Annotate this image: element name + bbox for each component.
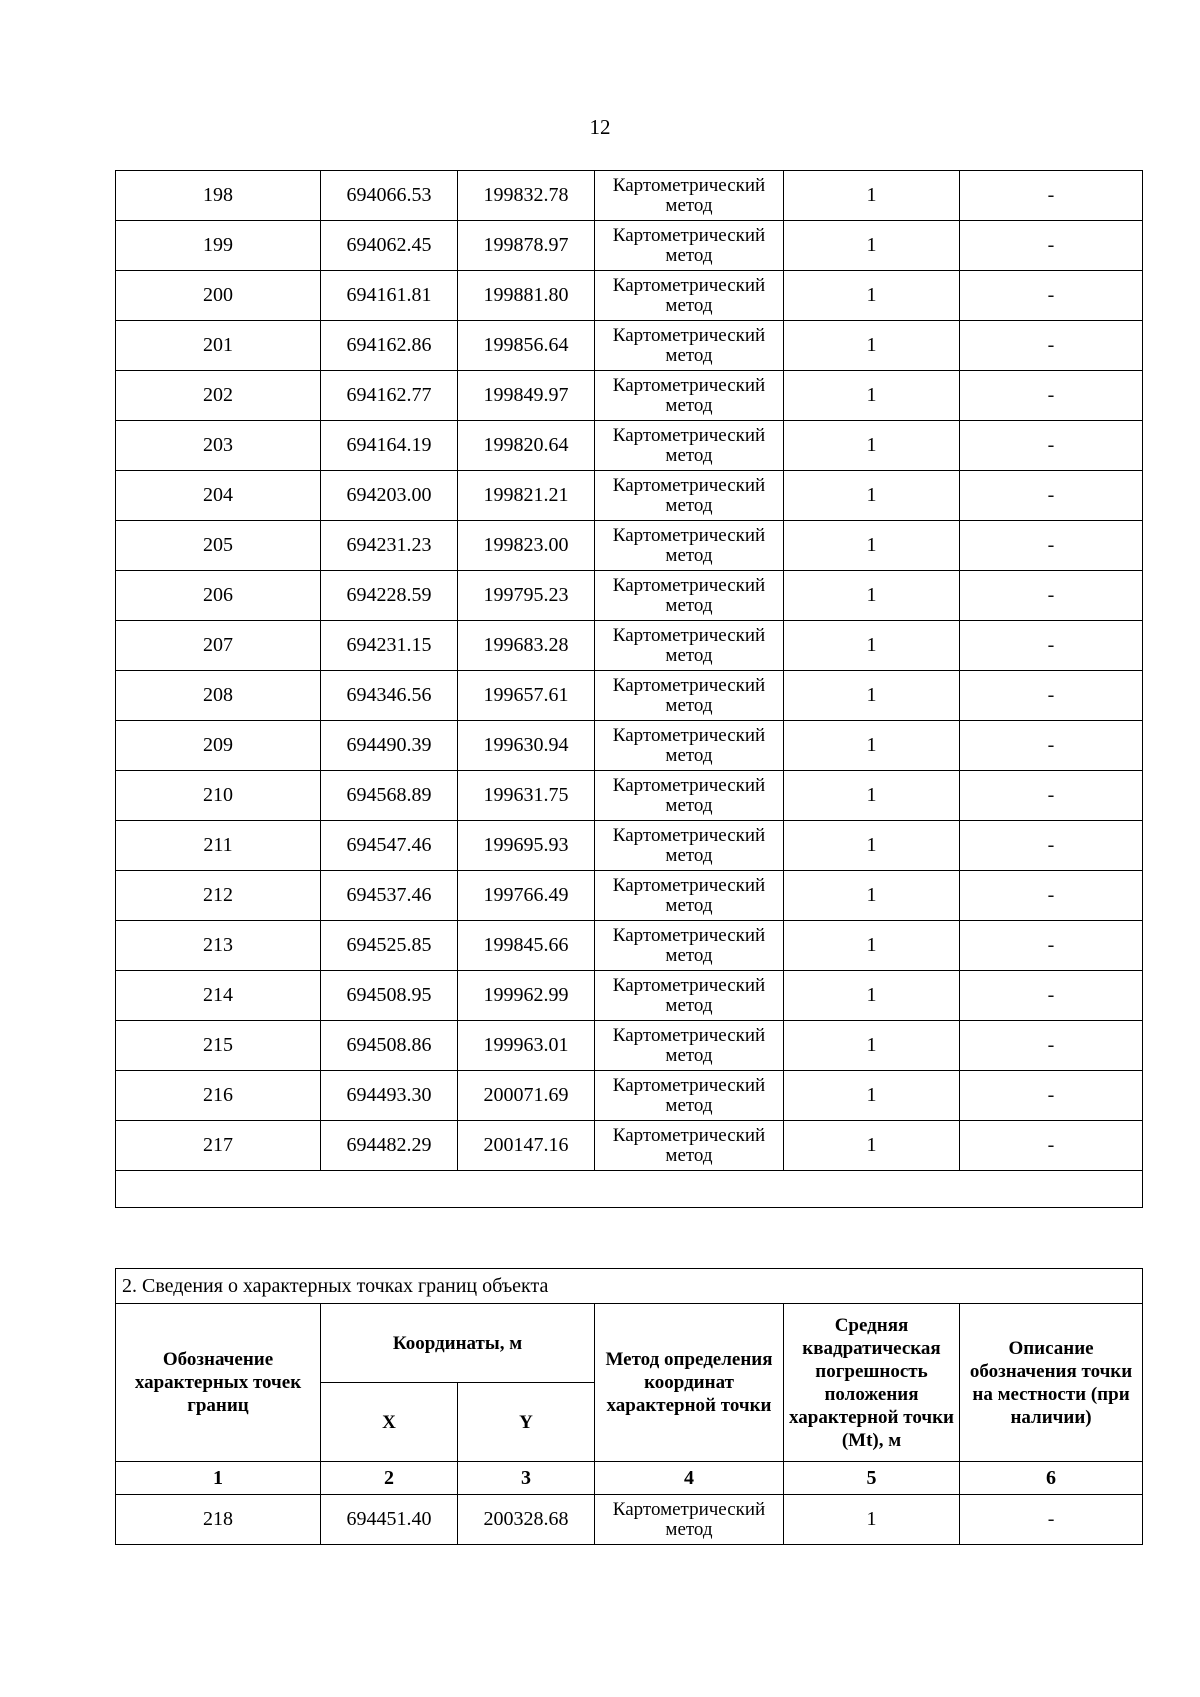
- description-cell: -: [960, 871, 1143, 921]
- point-cell: 205: [116, 521, 321, 571]
- point-cell: 212: [116, 871, 321, 921]
- table-row: [116, 1021, 1143, 1071]
- description-cell: -: [960, 471, 1143, 521]
- y-coordinate-cell: 199878.97: [458, 221, 595, 271]
- column-number: 5: [784, 1462, 960, 1495]
- description-cell: -: [960, 571, 1143, 621]
- mt-cell: 1: [784, 571, 960, 621]
- table-row: [116, 471, 1143, 521]
- x-coordinate-cell: 694231.15: [321, 621, 458, 671]
- table-row: [116, 821, 1143, 871]
- method-cell: Картометрический метод: [595, 971, 784, 1021]
- x-coordinate-cell: 694490.39: [321, 721, 458, 771]
- method-cell: Картометрический метод: [595, 171, 784, 221]
- point-cell: 209: [116, 721, 321, 771]
- description-cell: -: [960, 321, 1143, 371]
- mt-cell: 1: [784, 721, 960, 771]
- y-coordinate-cell: 199695.93: [458, 821, 595, 871]
- y-coordinate-cell: 200147.16: [458, 1121, 595, 1171]
- method-cell: Картометрический метод: [595, 871, 784, 921]
- method-cell: Картометрический метод: [595, 221, 784, 271]
- method-cell: Картометрический метод: [595, 921, 784, 971]
- mt-cell: 1: [784, 471, 960, 521]
- method-cell: Картометрический метод: [595, 621, 784, 671]
- x-coordinate-cell: 694508.95: [321, 971, 458, 1021]
- x-coordinate-cell: 694568.89: [321, 771, 458, 821]
- mt-cell: 1: [784, 871, 960, 921]
- table-row: [116, 371, 1143, 421]
- y-coordinate-cell: 199845.66: [458, 921, 595, 971]
- x-coordinate-cell: 694482.29: [321, 1121, 458, 1171]
- method-cell: Картометрический метод: [595, 421, 784, 471]
- description-cell: -: [960, 821, 1143, 871]
- x-coordinate-cell: 694161.81: [321, 271, 458, 321]
- method-cell: Картометрический метод: [595, 821, 784, 871]
- point-cell: 204: [116, 471, 321, 521]
- x-coordinate-cell: 694203.00: [321, 471, 458, 521]
- mt-cell: 1: [784, 621, 960, 671]
- header-method: Метод определения координат характерной точки: [595, 1304, 784, 1462]
- table-row: [116, 221, 1143, 271]
- point-cell: 214: [116, 971, 321, 1021]
- table-row: [116, 571, 1143, 621]
- y-coordinate-cell: 199630.94: [458, 721, 595, 771]
- table-row: [116, 721, 1143, 771]
- mt-cell: 1: [784, 1495, 960, 1545]
- description-cell: -: [960, 171, 1143, 221]
- point-cell: 202: [116, 371, 321, 421]
- description-cell: -: [960, 771, 1143, 821]
- table-row: [116, 621, 1143, 671]
- table-row: [116, 671, 1143, 721]
- x-coordinate-cell: 694508.86: [321, 1021, 458, 1071]
- x-coordinate-cell: 694164.19: [321, 421, 458, 471]
- y-coordinate-cell: 199821.21: [458, 471, 595, 521]
- page-number: 12: [589, 115, 611, 139]
- empty-row: [116, 1171, 1143, 1208]
- method-cell: Картометрический метод: [595, 1071, 784, 1121]
- y-coordinate-cell: 199795.23: [458, 571, 595, 621]
- column-number: 2: [321, 1462, 458, 1495]
- x-coordinate-cell: 694451.40: [321, 1495, 458, 1545]
- point-cell: 199: [116, 221, 321, 271]
- table-row: [116, 1071, 1143, 1121]
- point-cell: 216: [116, 1071, 321, 1121]
- mt-cell: 1: [784, 671, 960, 721]
- mt-cell: 1: [784, 421, 960, 471]
- mt-cell: 1: [784, 1071, 960, 1121]
- point-cell: 208: [116, 671, 321, 721]
- table-row: [116, 321, 1143, 371]
- table-row: [116, 1121, 1143, 1171]
- table-row: [116, 421, 1143, 471]
- y-coordinate-cell: 199823.00: [458, 521, 595, 571]
- y-coordinate-cell: 199631.75: [458, 771, 595, 821]
- coordinates-table-continued: [115, 170, 1143, 1208]
- method-cell: Картометрический метод: [595, 771, 784, 821]
- x-coordinate-cell: 694525.85: [321, 921, 458, 971]
- method-cell: Картометрический метод: [595, 571, 784, 621]
- description-cell: -: [960, 521, 1143, 571]
- point-cell: 201: [116, 321, 321, 371]
- x-coordinate-cell: 694162.77: [321, 371, 458, 421]
- column-number: 6: [960, 1462, 1143, 1495]
- method-cell: Картометрический метод: [595, 1021, 784, 1071]
- mt-cell: 1: [784, 521, 960, 571]
- mt-cell: 1: [784, 221, 960, 271]
- mt-cell: 1: [784, 971, 960, 1021]
- table-row: [116, 771, 1143, 821]
- column-number: 4: [595, 1462, 784, 1495]
- empty-cell: [116, 1171, 1143, 1208]
- x-coordinate-cell: 694346.56: [321, 671, 458, 721]
- method-cell: Картометрический метод: [595, 1495, 784, 1545]
- y-coordinate-cell: 200071.69: [458, 1071, 595, 1121]
- table-row: [116, 171, 1143, 221]
- description-cell: -: [960, 971, 1143, 1021]
- point-cell: 211: [116, 821, 321, 871]
- description-cell: -: [960, 921, 1143, 971]
- method-cell: Картометрический метод: [595, 1121, 784, 1171]
- table-row: [116, 521, 1143, 571]
- method-cell: Картометрический метод: [595, 371, 784, 421]
- x-coordinate-cell: 694537.46: [321, 871, 458, 921]
- method-cell: Картометрический метод: [595, 271, 784, 321]
- description-cell: -: [960, 671, 1143, 721]
- method-cell: Картометрический метод: [595, 471, 784, 521]
- point-cell: 213: [116, 921, 321, 971]
- y-coordinate-cell: 199881.80: [458, 271, 595, 321]
- method-cell: Картометрический метод: [595, 721, 784, 771]
- point-cell: 206: [116, 571, 321, 621]
- header-mt: Средняя квадратическая погрешность положения характерной точки (Mt), м: [784, 1304, 960, 1462]
- description-cell: -: [960, 271, 1143, 321]
- x-coordinate-cell: 694228.59: [321, 571, 458, 621]
- description-cell: -: [960, 721, 1143, 771]
- header-y: Y: [458, 1383, 595, 1462]
- x-coordinate-cell: 694547.46: [321, 821, 458, 871]
- x-coordinate-cell: 694493.30: [321, 1071, 458, 1121]
- mt-cell: 1: [784, 271, 960, 321]
- x-coordinate-cell: 694162.86: [321, 321, 458, 371]
- y-coordinate-cell: 199849.97: [458, 371, 595, 421]
- description-cell: -: [960, 1021, 1143, 1071]
- table-row: [116, 271, 1143, 321]
- mt-cell: 1: [784, 821, 960, 871]
- x-coordinate-cell: 694066.53: [321, 171, 458, 221]
- y-coordinate-cell: 199832.78: [458, 171, 595, 221]
- mt-cell: 1: [784, 771, 960, 821]
- y-coordinate-cell: 199856.64: [458, 321, 595, 371]
- y-coordinate-cell: 199766.49: [458, 871, 595, 921]
- method-cell: Картометрический метод: [595, 521, 784, 571]
- method-cell: Картометрический метод: [595, 321, 784, 371]
- header-coordinates: Координаты, м: [321, 1304, 595, 1383]
- description-cell: -: [960, 1495, 1143, 1545]
- point-cell: 207: [116, 621, 321, 671]
- y-coordinate-cell: 199820.64: [458, 421, 595, 471]
- mt-cell: 1: [784, 1121, 960, 1171]
- method-cell: Картометрический метод: [595, 671, 784, 721]
- mt-cell: 1: [784, 171, 960, 221]
- description-cell: -: [960, 621, 1143, 671]
- y-coordinate-cell: 199963.01: [458, 1021, 595, 1071]
- point-cell: 198: [116, 171, 321, 221]
- x-coordinate-cell: 694062.45: [321, 221, 458, 271]
- y-coordinate-cell: 199683.28: [458, 621, 595, 671]
- section-2-table: [115, 1268, 1143, 1545]
- table-row: [116, 921, 1143, 971]
- point-cell: 203: [116, 421, 321, 471]
- point-cell: 210: [116, 771, 321, 821]
- description-cell: -: [960, 1121, 1143, 1171]
- mt-cell: 1: [784, 321, 960, 371]
- y-coordinate-cell: 199657.61: [458, 671, 595, 721]
- point-cell: 215: [116, 1021, 321, 1071]
- column-number: 1: [116, 1462, 321, 1495]
- table-row: [116, 871, 1143, 921]
- x-coordinate-cell: 694231.23: [321, 521, 458, 571]
- description-cell: -: [960, 1071, 1143, 1121]
- description-cell: -: [960, 421, 1143, 471]
- column-number: 3: [458, 1462, 595, 1495]
- header-point: Обозначение характерных точек границ: [116, 1304, 321, 1462]
- table-row: [116, 971, 1143, 1021]
- mt-cell: 1: [784, 1021, 960, 1071]
- mt-cell: 1: [784, 371, 960, 421]
- point-cell: 200: [116, 271, 321, 321]
- mt-cell: 1: [784, 921, 960, 971]
- section-caption: 2. Сведения о характерных точках границ объекта: [116, 1269, 1143, 1304]
- description-cell: -: [960, 371, 1143, 421]
- point-cell: 217: [116, 1121, 321, 1171]
- table-row: [116, 1495, 1143, 1545]
- point-cell: 218: [116, 1495, 321, 1545]
- description-cell: -: [960, 221, 1143, 271]
- header-x: X: [321, 1383, 458, 1462]
- header-description: Описание обозначения точки на местности (при наличии): [960, 1304, 1143, 1462]
- y-coordinate-cell: 200328.68: [458, 1495, 595, 1545]
- y-coordinate-cell: 199962.99: [458, 971, 595, 1021]
